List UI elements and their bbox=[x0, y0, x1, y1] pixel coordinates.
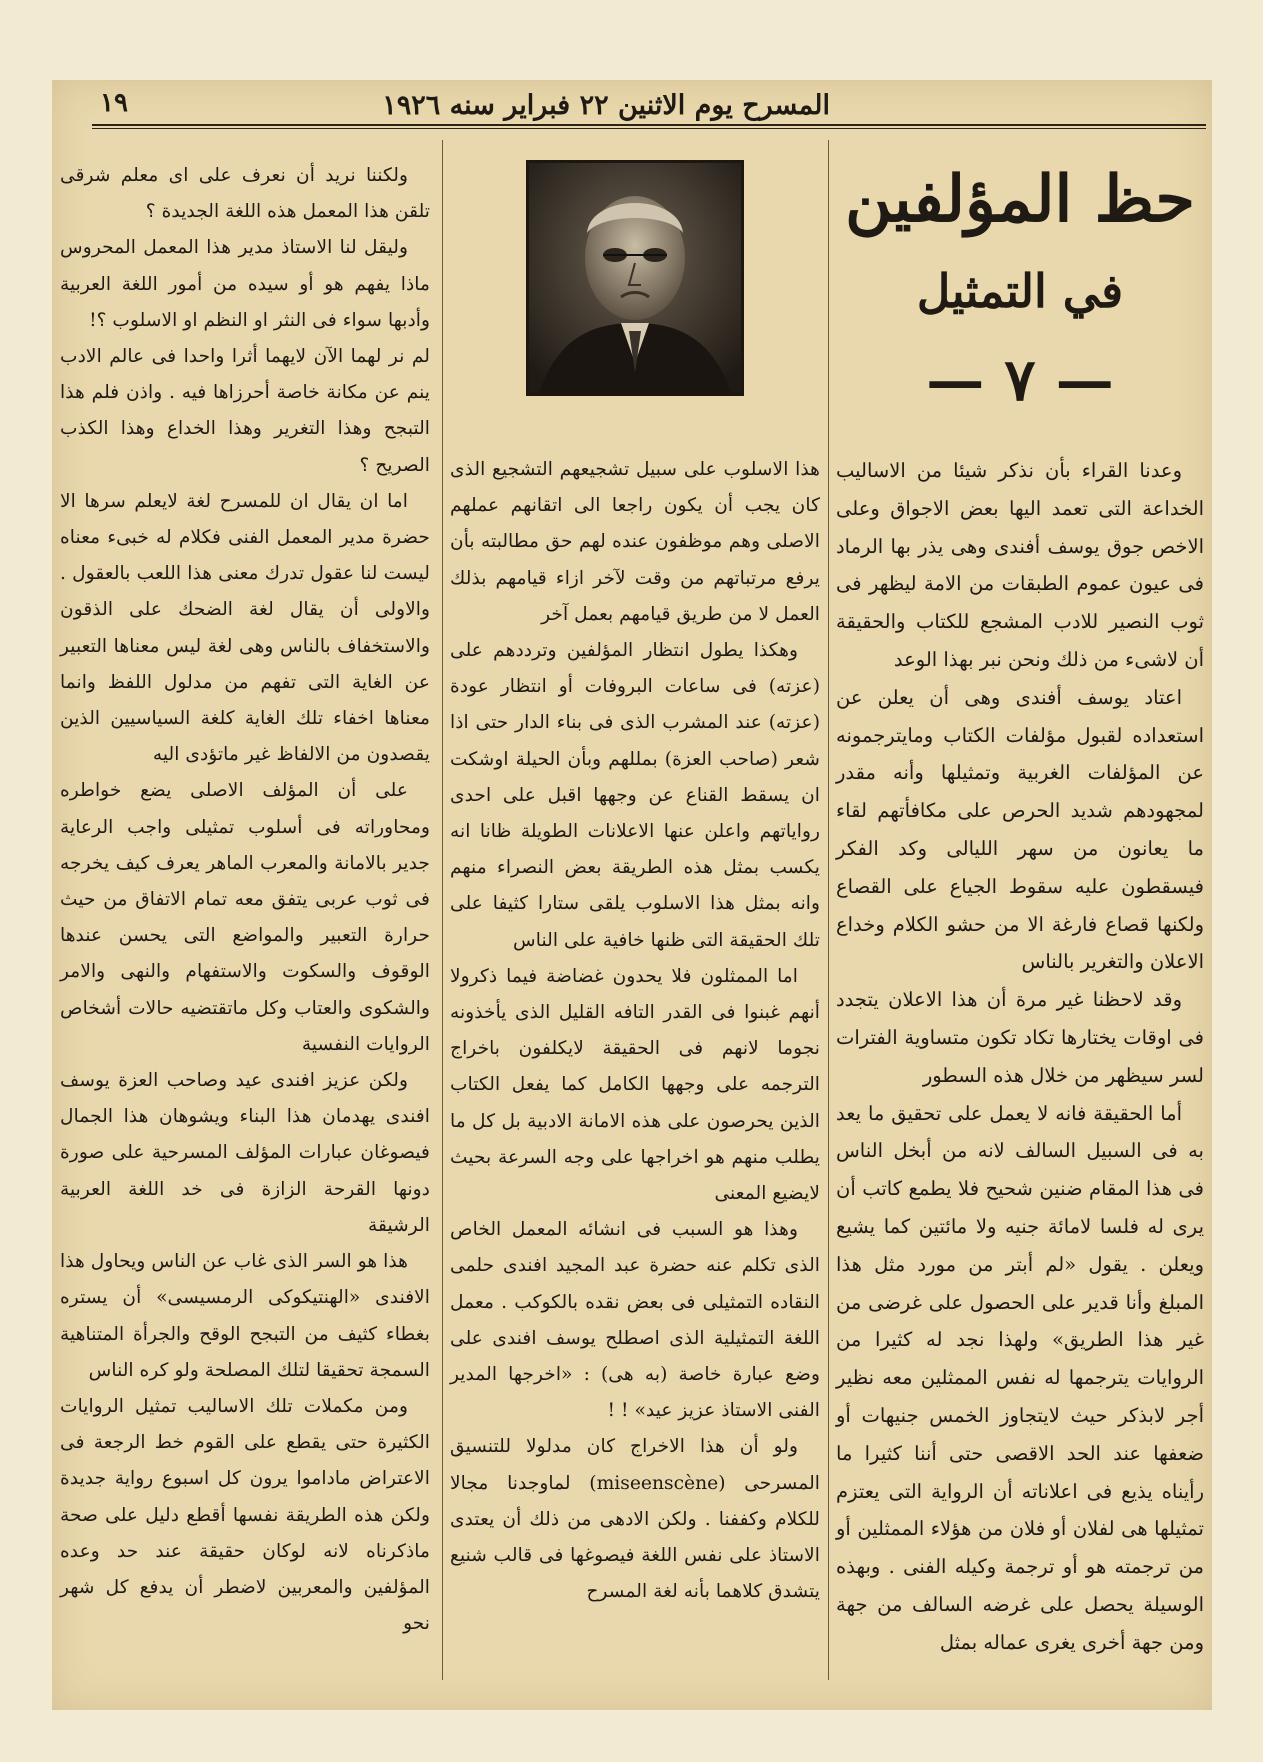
headline-main: حظ المؤلفين bbox=[845, 162, 1195, 237]
paragraph: هذا هو السر الذى غاب عن الناس ويحاول هذا الافندى «الهنتيكوكى الرمسيسى» أن يستره بغطاء كثيف من التبجح الوقح والجرأة المتناهية السمجة تحقيقا لتلك المصلحة ولو كره الناس bbox=[60, 1251, 430, 1381]
paragraph: وقد لاحظنا غير مرة أن هذا الاعلان يتجدد فى اوقات يختارها تكاد تكون متساوية الفترات لسر سيظهر من خلال هذه السطور bbox=[836, 988, 1204, 1087]
paragraph: ومن مكملات تلك الاساليب تمثيل الروايات الكثيرة حتى يقطع على القوم خط الرجعة فى الاعتراض ماداموا يرون كل اسبوع رواية جديدة ولكن هذه الطريقة نفسها أقطع دليل على صحة ماذكرناه لانه لوكان حقيقة عند حد وعده المؤلفين والمعربين لاضطر أن يدفع كل شهر نحو bbox=[60, 1395, 430, 1635]
header-title: المسرح يوم الاثنين ٢٢ فبراير سنه ١٩٢٦ bbox=[382, 90, 830, 121]
headline-sub: في التمثيل bbox=[916, 264, 1124, 318]
header-rule-thin bbox=[92, 128, 1206, 129]
paragraph: وعدنا القراء بأن نذكر شيئا من الاساليب الخداعة التى تعمد اليها بعض الاجواق وعلى الاخص جوق يوسف أفندى وهى يذر بها الرماد فى عيون عموم الطبقات من الامة ليظهر فى ثوب النصير للادب المشجع للكتاب والحقيقة أن لاشىء من ذلك ونحن نبر بهذا الوعد bbox=[836, 459, 1204, 671]
article-headline bbox=[840, 155, 1200, 415]
header-rule bbox=[92, 124, 1206, 126]
part-number: — ٧ — bbox=[926, 346, 1114, 414]
column-right bbox=[836, 452, 1204, 1662]
paragraph: ولكن عزيز افندى عيد وصاحب العزة يوسف افندى يهدمان هذا البناء ويشوهان هذا الجمال فيصوغان عبارات المؤلف المسرحية على صورة دونها القرحة الزازة فى خد اللغة العربية الرشيقة bbox=[60, 1070, 430, 1236]
column-left bbox=[60, 158, 430, 1642]
page-number: ١٩ bbox=[100, 88, 128, 118]
paragraph: ولو أن هذا الاخراج كان مدلولا للتنسيق المسرحى (miseenscène) لماوجدنا مجالا للكلام وكففنا . ولكن الادهى من ذلك أن يعتدى الاستاذ على نفس اللغة فيصوغها فى قالب شنيع يتشدق كلاهما بأنه لغة المسرح bbox=[450, 1436, 820, 1603]
paragraph: وليقل لنا الاستاذ مدير هذا المعمل المحروس ماذا يفهم هو أو سيده من أمور اللغة العربية وأدبها سواء فى النثر او النظم او الاسلوب ؟! bbox=[60, 237, 430, 331]
column-middle bbox=[450, 452, 820, 1611]
paragraph: وهكذا يطول انتظار المؤلفين وترددهم على (عزته) فى ساعات البروفات أو انتظار عودة (عزته) عند المشرب الذى فى بناء الدار حتى اذا شعر (صاحب العزة) بمللهم وبأن الحيلة اوشكت ان يسقط القناع عن وجهها اقبل على احدى رواياتهم واعلن عنها الاعلانات الطويلة ظانا انه يكسب بمثل هذه الطريقة بعض النصراء منهم وانه بمثل هذا الاسلوب يلقى ستارا كثيفا على تلك الحقيقة التى ظنها خافية على الناس bbox=[450, 640, 820, 951]
column-divider-right bbox=[828, 140, 829, 1680]
paragraph: على أن المؤلف الاصلى يضع خواطره ومحاوراته فى أسلوب تمثيلى واجب الرعاية جدير بالامانة والمعرب الماهر يعرف كيف يخرجه فى ثوب عربى يتفق معه تمام الاتفاق من حيث حرارة التعبير والمواضع التى يحسن عندها الوقوف والسكوت والاستفهام والنهى والامر والشكوى والعتاب وكل ماتقتضيه حالات أشخاص الروايات النفسية bbox=[60, 780, 430, 1055]
paragraph: أما الحقيقة فانه لا يعمل على تحقيق ما يعد به فى السبيل السالف لانه من أبخل الناس فى هذا المقام ضنين شحيح فلا يطمع كاتب أن يرى له فلسا لامائة جنيه ولا مائتين كما يشيع ويعلن . يقول «لم أبتر من مورد مثل هذا المبلغ وأنا قدير على الحصول على غرضى من غير هذا الطريق» ولهذا نجد له كثيرا من الروايات يترجمها له نفس الممثلين معه نظير أجر لابذكر حيث لايتجاوز الخمس جنيهات أو ضعفها عند الحد الاقصى حتى أننا كثيرا ما رأيناه يذيع فى اعلاناته أن الرواية التى يعتزم تمثيلها هى لفلان أو فلان من هؤلاء الممثلين أو من ترجمته هو أو ترجمة وكيله الفنى . وبهذه الوسيلة يحصل على غرضه السالف من جهة ومن جهة أخرى يغرى عماله بمثل bbox=[836, 1101, 1204, 1654]
paragraph: اعتاد يوسف أفندى وهى أن يعلن عن استعداده لقبول مؤلفات الكتاب ومايترجمونه عن المؤلفات الغربية وتمثيلها وأنه مقدر لمجهودهم شديد الحرص على مكافأتهم لقاء ما يعانون من سهر الليالى وكد الفكر فيسقطون عليه سقوط الجياع على القصاع ولكنها قصاع فارغة الا من حشو الكلام وخداع الاعلان والتغرير بالناس bbox=[836, 685, 1204, 974]
page-header bbox=[100, 86, 1210, 126]
paragraph: لم نر لهما الآن لايهما أثرا واحدا فى عالم الادب ينم عن مكانة خاصة أحرزاها فيه . واذن فلم هذا التبجح وهذا التغرير وهذا الخداع وهذا الكذب الصريح ؟ bbox=[60, 346, 430, 476]
column-divider-left bbox=[442, 140, 443, 1680]
paragraph: ولكننا نريد أن نعرف على اى معلم شرقى تلقن هذا المعمل هذه اللغة الجديدة ؟ bbox=[60, 165, 430, 223]
portrait-photo bbox=[526, 160, 744, 396]
paragraph: هذا الاسلوب على سبيل تشجيعهم التشجيع الذى كان يجب أن يكون راجعا الى اتقانهم عملهم الاصلى وهم موظفون عنده لهم حق مطالبته بأن يرفع مرتباتهم من وقت لآخر ازاء قيامهم بذلك العمل لا من طريق قيامهم بعمل آخر bbox=[450, 459, 820, 625]
paragraph: اما الممثلون فلا يحدون غضاضة فيما ذكرولا أنهم غبنوا فى القدر التافه القليل الذى يأخذونه نجوما لانهم فى الحقيقة لايكلفون باخراج الترجمه على وجهها الكامل كما يفعل الكتاب الذين يحرصون على هذه الامانة الادبية بل كل ما يطلب منهم هو اخراجها على وجه السرعة بحيث لايضيع المعنى bbox=[450, 965, 820, 1205]
paragraph: اما ان يقال ان للمسرح لغة لايعلم سرها الا حضرة مدير المعمل الفنى فكلام له خبىء معناه ليست لنا عقول تدرك معنى هذا اللعب بالعقول . والاولى أن يقال لغة الضحك على الذقون والاستخفاف بالناس وهى لغة ليس معناها التعبير عن الغاية التى تفهم من مدلول اللفظ وانما معناها اخفاء تلك الغاية كلغة السياسيين الذين يقصدون من الالفاظ غير ماتؤدى اليه bbox=[60, 490, 430, 766]
paragraph: وهذا هو السبب فى انشائه المعمل الخاص الذى تكلم عنه حضرة عبد المجيد افندى حلمى النقاده التمثيلى فى بعض نقده بالكوكب . معمل اللغة التمثيلية الذى اصطلح يوسف افندى على وضع عبارة خاصة (به هى) : «اخرجها المدير الفنى الاستاذ عزيز عيد» ! ! bbox=[450, 1219, 820, 1422]
